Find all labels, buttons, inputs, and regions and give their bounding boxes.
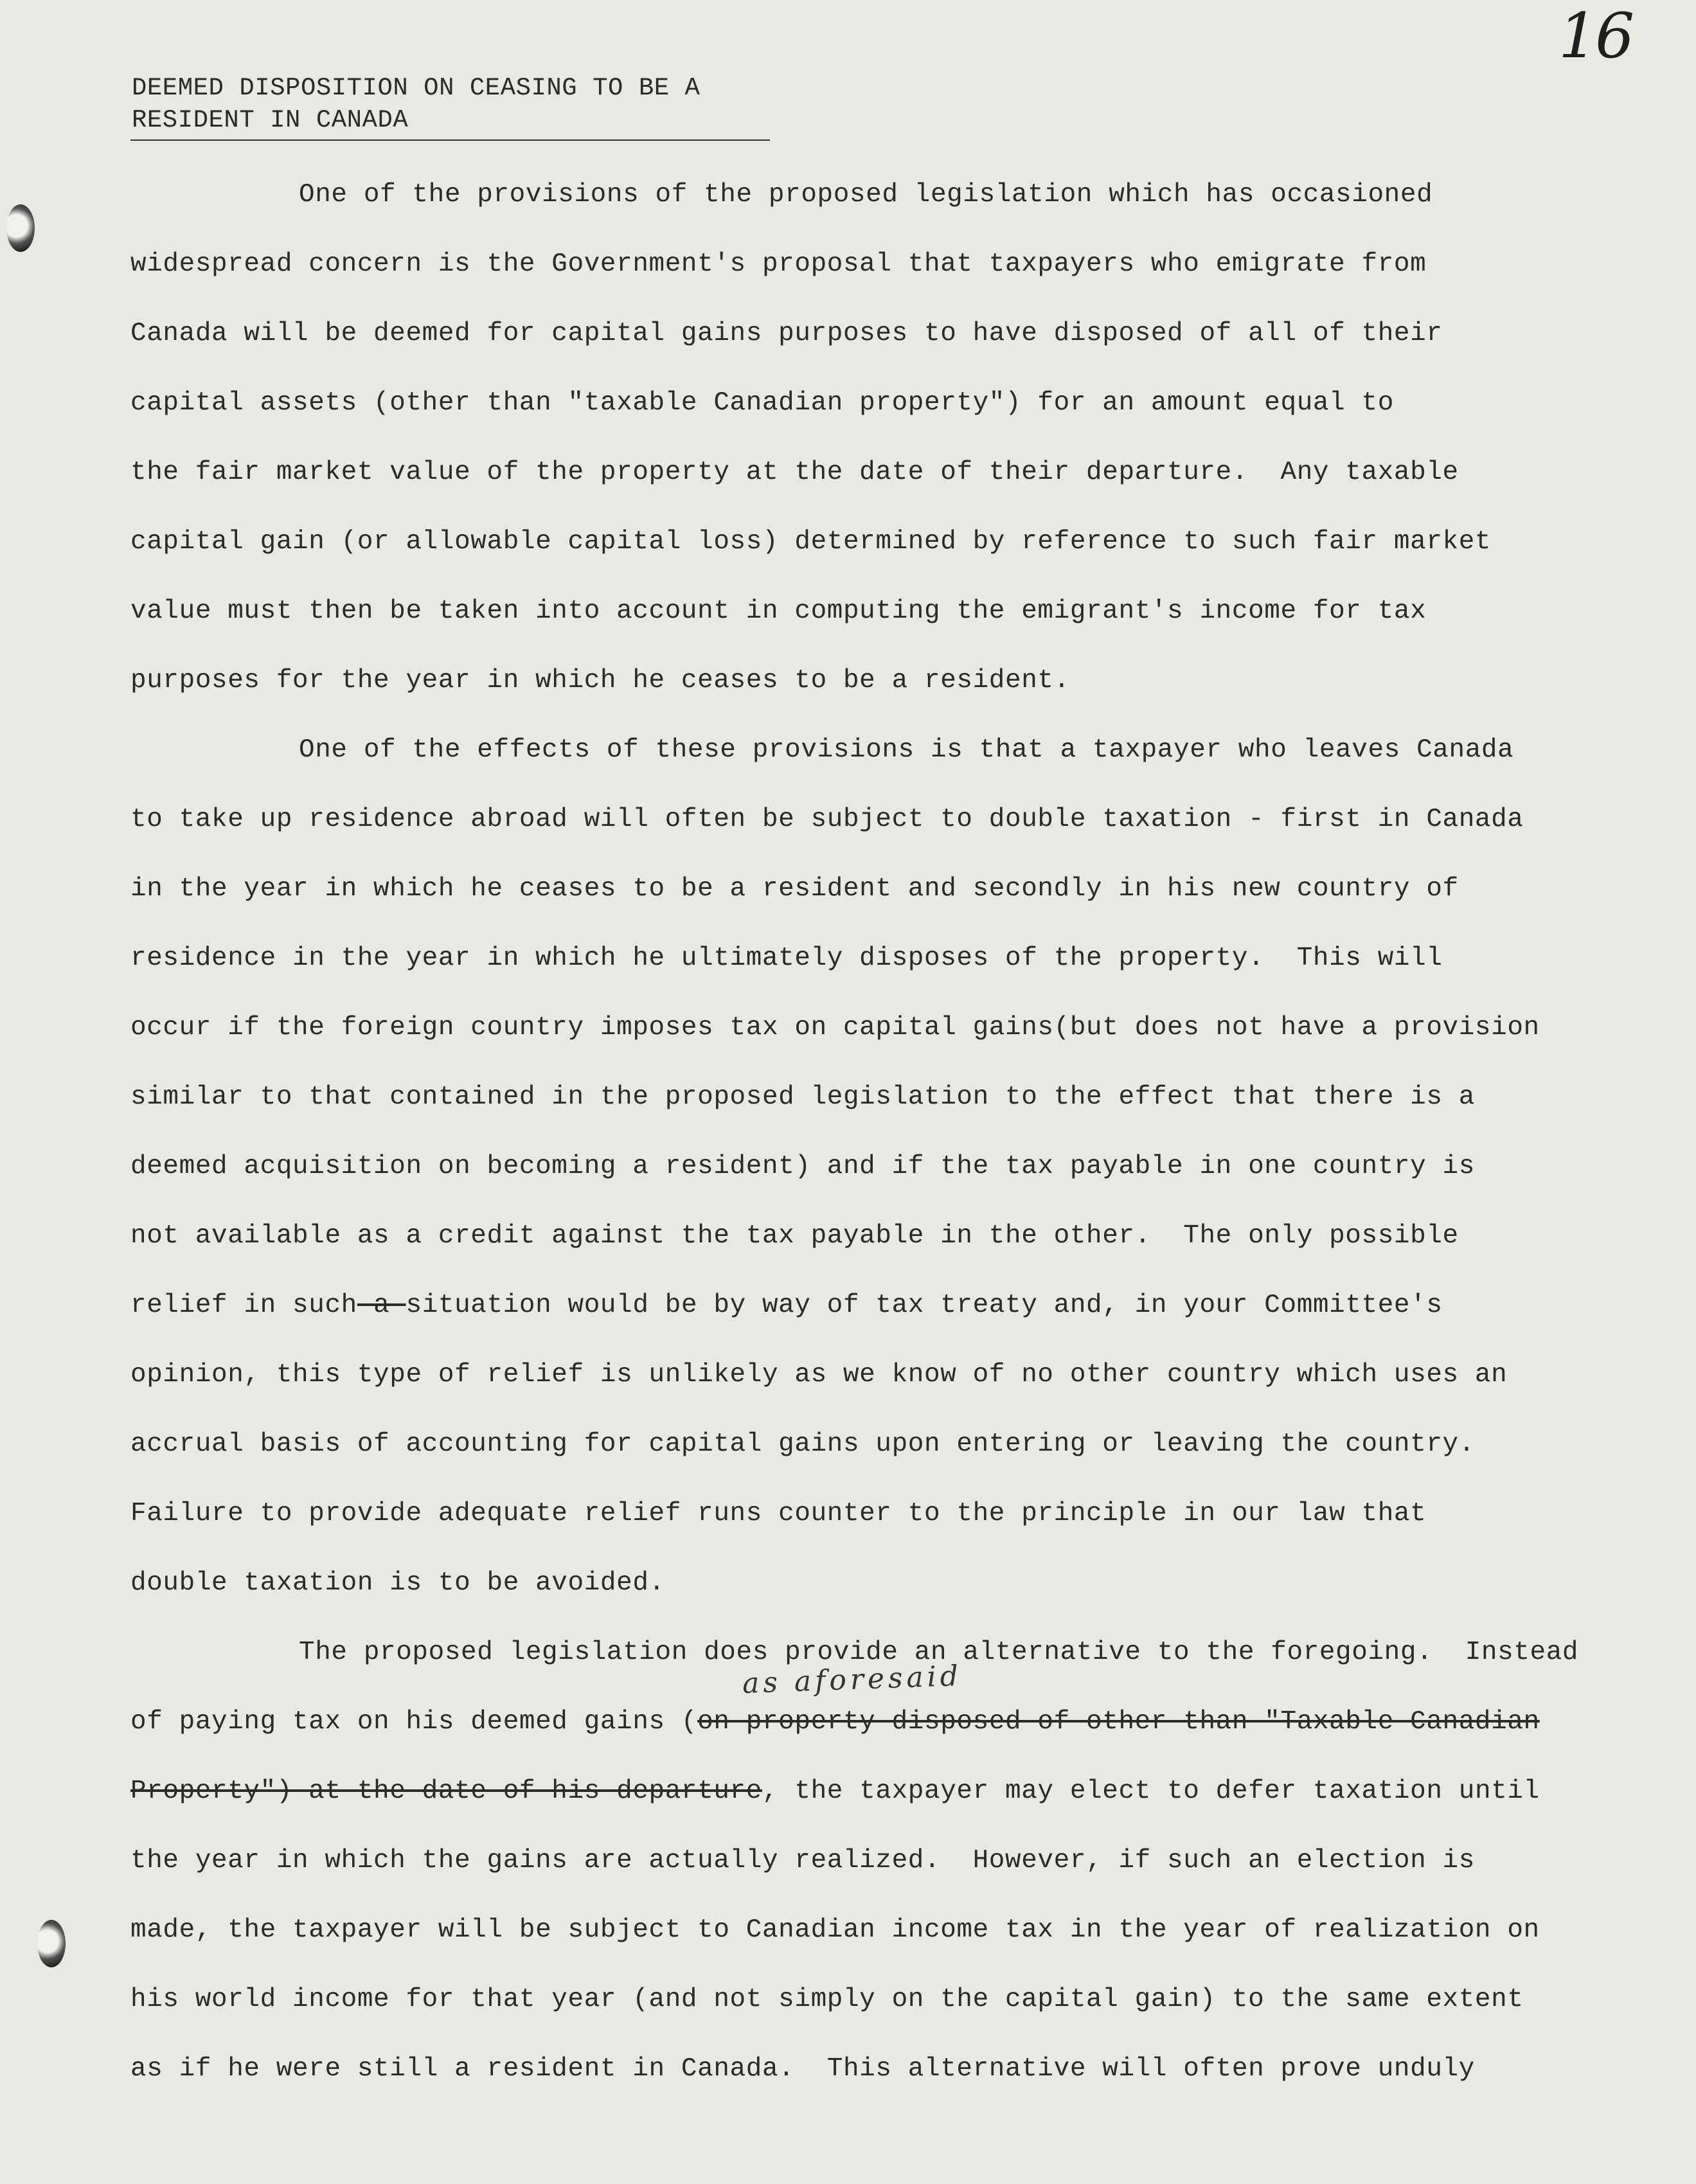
body-line-with-strike <box>130 1291 1443 1320</box>
body-line: his world income for that year (and not simply on the capital gain) to the same extent <box>130 1985 1524 2014</box>
binder-hole-bottom <box>37 1920 66 1967</box>
text-segment: of paying tax on his deemed gains ( <box>130 1707 698 1737</box>
body-line: capital assets (other than "taxable Canadian property") for an amount equal to <box>130 388 1394 418</box>
body-line: as if he were still a resident in Canada. This alternative will often prove unduly <box>130 2054 1475 2084</box>
body-line: the year in which the gains are actually realized. However, if such an election is <box>130 1846 1475 1875</box>
text-segment: situation would be by way of tax treaty and, in your Committee's <box>406 1291 1443 1320</box>
body-line: similar to that contained in the proposed legislation to the effect that there is a <box>130 1082 1475 1112</box>
body-line: Canada will be deemed for capital gains purposes to have disposed of all of their <box>130 319 1443 348</box>
struck-text: on property disposed of other than "Taxable Canadian <box>697 1707 1540 1737</box>
body-line-with-strike <box>130 1707 1540 1737</box>
body-line: Failure to provide adequate relief runs counter to the principle in our law that <box>130 1499 1427 1528</box>
body-line: capital gain (or allowable capital loss) determined by reference to such fair market <box>130 527 1492 557</box>
body-line: widespread concern is the Government's proposal that taxpayers who emigrate from <box>130 249 1427 279</box>
body-line: residence in the year in which he ultimately disposes of the property. This will <box>130 944 1443 973</box>
body-line: double taxation is to be avoided. <box>130 1568 665 1598</box>
body-line: not available as a credit against the tax payable in the other. The only possible <box>130 1221 1459 1251</box>
body-line: One of the provisions of the proposed legislation which has occasioned <box>299 180 1433 210</box>
body-line: the fair market value of the property at the date of their departure. Any taxable <box>130 458 1459 487</box>
struck-text: a <box>357 1291 406 1320</box>
text-segment: relief in such <box>130 1291 357 1320</box>
body-line: purposes for the year in which he ceases to be a resident. <box>130 666 1070 695</box>
heading-line-1: DEEMED DISPOSITION ON CEASING TO BE A <box>132 74 701 102</box>
body-line: made, the taxpayer will be subject to Canadian income tax in the year of realization on <box>130 1915 1540 1945</box>
heading-underline <box>130 139 770 141</box>
body-line: deemed acquisition on becoming a resident) and if the tax payable in one country is <box>130 1152 1475 1181</box>
body-line: occur if the foreign country imposes tax on capital gains(but does not have a provision <box>130 1013 1540 1043</box>
body-line: to take up residence abroad will often be subject to double taxation - first in Canada <box>130 805 1524 834</box>
body-line: opinion, this type of relief is unlikely as we know of no other country which uses an <box>130 1360 1508 1390</box>
handwritten-page-number: 16 <box>1558 0 1632 72</box>
section-heading <box>132 72 700 136</box>
body-line: One of the effects of these provisions is that a taxpayer who leaves Canada <box>299 735 1514 765</box>
body-line: value must then be taken into account in computing the emigrant's income for tax <box>130 596 1427 626</box>
binder-hole-top <box>6 204 35 252</box>
body-line: in the year in which he ceases to be a resident and secondly in his new country of <box>130 874 1459 904</box>
body-line-with-strike <box>130 1777 1540 1806</box>
struck-text: Property") at the date of his departure <box>130 1777 762 1806</box>
heading-line-2: RESIDENT IN CANADA <box>132 106 409 134</box>
body-line: The proposed legislation does provide an alternative to the foregoing. Instead <box>299 1638 1579 1667</box>
handwritten-insertion: as aforesaid <box>742 1660 963 1700</box>
text-segment: , the taxpayer may elect to defer taxation until <box>762 1777 1540 1806</box>
body-line: accrual basis of accounting for capital gains upon entering or leaving the country. <box>130 1429 1475 1459</box>
